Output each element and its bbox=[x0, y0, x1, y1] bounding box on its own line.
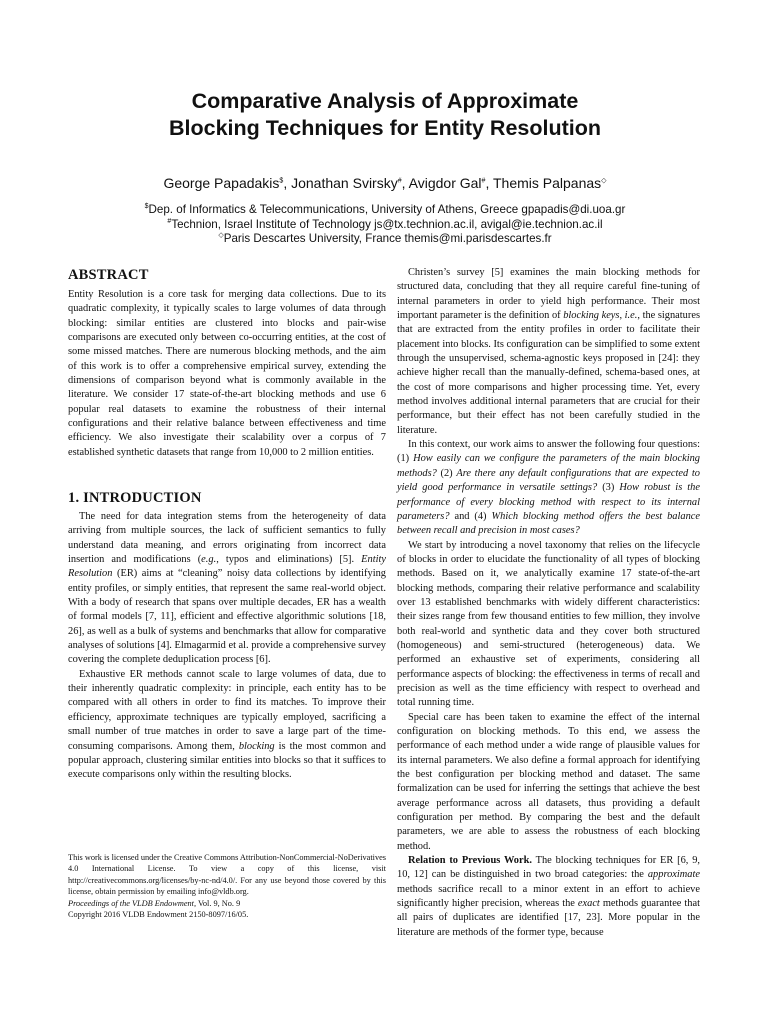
text-run: exact bbox=[577, 898, 600, 910]
proceedings-line bbox=[68, 898, 386, 909]
right-paragraph-5 bbox=[397, 854, 700, 940]
author-name: Avigdor Gal bbox=[408, 175, 482, 191]
text-run: e.g. bbox=[201, 554, 217, 566]
author-list: George Papadakis$, Jonathan Svirsky#, Avigdor Gal#, Themis Palpanas◇ bbox=[163, 175, 607, 191]
text-run: Relation to Previous Work. bbox=[408, 855, 532, 867]
text-run: , bbox=[619, 310, 625, 322]
right-paragraph-1 bbox=[397, 266, 700, 438]
text-run: Exhaustive ER methods cannot scale to large volumes of data, due to their inherently quadratic complexity: in principle, each entity has to be compared with all others in order to find its matches. To improve their efficiency, approximate techniques are typically employed, sacrificing a small number of true matches in order to save a large part of the time-consuming comparisons. Among them, bbox=[68, 668, 386, 752]
text-run: is the most common and popular approach, clustering similar entities into blocks so that it suffices to execute comparisons only within the resulting blocks. bbox=[68, 740, 386, 781]
text-run: How easily can we configure the parameters of the main blocking methods? bbox=[397, 453, 701, 479]
affiliation-list bbox=[0, 203, 770, 247]
author-mark: # bbox=[481, 177, 486, 185]
title-line-2: Blocking Techniques for Entity Resolution bbox=[168, 116, 601, 140]
author-mark: # bbox=[397, 177, 402, 185]
text-run: (ER) aims at “cleaning” noisy data collections by identifying entity profiles, or simply entities, that represent the same real-world object. With a body of research that spans over multiple decades, ER has a wealth of formal models [7, 11], efficient and effective algorithmic solutions [18, 26], as well as a bulk of systems and benchmarks that allow for comparative analyses of solutions [4]. Elmagarmid et al. provide a comprehensive survey covering the complete deduplication process [6]. bbox=[68, 568, 386, 666]
text-run: Entity Resolution bbox=[68, 554, 386, 580]
right-paragraph-3: We start by introducing a novel taxonomy that relies on the lifecycle of blocks in order to elucidate the functionality of all types of blocking methods. Based on it, we analytically examine 17 state-of-the-art blocking methods, comparing their relative performance and scalability over 13 established benchmarks with widely different characteristics: their sizes range from few thousand entities to few million, they involve both real-world and synthetic data and they cover both structured (homogeneous) and semi-structured (heterogeneous) data. We performed an exhaustive set of experiments, considering all performance aspects of blocking: the effectiveness in terms of recall and precision as well as the time efficiency with respect to overhead and total running time. bbox=[397, 539, 700, 709]
author-mark: $ bbox=[279, 177, 284, 185]
affiliation-mark: # bbox=[167, 217, 172, 225]
text-run: and (4) bbox=[449, 510, 492, 522]
affiliation-text: Technion, Israel Institute of Technology js@tx.technion.ac.il, avigal@ie.technion.ac.il bbox=[171, 217, 603, 231]
affiliation-text: Dep. of Informatics & Telecommunications, University of Athens, Greece gpapadis@di.uoa.gr bbox=[148, 203, 626, 216]
text-run: (3) bbox=[597, 482, 620, 494]
text-run: blocking bbox=[238, 740, 275, 752]
affiliation bbox=[0, 203, 770, 218]
text-run: Are there any default configurations that are expected to yield good performance in versatile settings? bbox=[397, 467, 701, 494]
copyright-line: Copyright 2016 VLDB Endowment 2150-8097/16/05. bbox=[68, 910, 249, 920]
text-run: Christen’s survey [5] examines the main blocking methods for structured data, concluding that they all require careful fine-tuning of internal parameters in order to yield high performance. Their most important parameter is the definition of bbox=[397, 267, 700, 322]
text-run: methods guarantee that all pairs of duplicates are identified [17, 23]. More popular in the literature are methods of the former type, because bbox=[397, 898, 700, 938]
intro-body bbox=[68, 510, 386, 783]
text-run: Vol. 9, No. 9 bbox=[196, 898, 241, 908]
abstract-body bbox=[68, 288, 386, 460]
license-text: This work is licensed under the Creative Commons Attribution-NonCommercial-NoDerivatives 4.0 International License. To view a copy of this license, visit http://creativecommons.org/licenses/by-nc-nd/4.0/. For any use beyond those covered by this license, obtain permission by emailing info@vldb.org. bbox=[68, 853, 386, 897]
author-name: George Papadakis bbox=[163, 175, 280, 191]
text-run: Proceedings of the VLDB Endowment, bbox=[68, 898, 197, 908]
affiliation-text: Paris Descartes University, France themis@mi.parisdescartes.fr bbox=[223, 232, 552, 245]
intro-heading: 1. INTRODUCTION bbox=[68, 490, 202, 506]
text-run: , typos and eliminations) [5]. bbox=[216, 554, 362, 566]
abstract-heading: ABSTRACT bbox=[68, 267, 149, 283]
text-run: The need for data integration stems from the heterogeneity of data arriving from multiple sources, the lack of sufficient semantics to fully understand data meaning, and errors originating from incorrect data insertion and modifications ( bbox=[68, 511, 386, 566]
text-run: How robust is the performance of every blocking method with respect to its internal parameters? bbox=[397, 482, 700, 522]
text-run: , the signatures that are extracted from the entity profiles in order to facilitate their placement into blocks. Its configuration can be simplified to some extent through the unsupervised, schema-agnostic keys proposed in [24]: they achieve higher recall than the manually-defined, schema-based ones, at the cost of more comparisons and higher processing time. Yet, every method involves additional internal parameters that are crucial for their performance, but their effect has not been carefully studied in the literature. bbox=[397, 310, 700, 436]
right-paragraph-4: Special care has been taken to examine the effect of the internal configuration on blocking methods. To this end, we assess the performance of each method under a wide range of plausible values for its internal parameters. We also define a formal approach for identifying the best configuration per blocking method and dataset. The same formalization can be used for inferring the settings that achieve the best average performance across all datasets, thus providing a default configuration per method. By comparing the best and the default parameters, we are able to assess the robustness of each blocking method. bbox=[397, 711, 700, 852]
abstract-text: Entity Resolution is a core task for merging data collections. Due to its quadratic complexity, it typically scales to large volumes of data through blocking: similar entities are clustered into blocks and pair-wise comparisons are executed only between co-occurring entities, at the cost of some missed matches. There are numerous blocking methods, and the aim of this work is to offer a comprehensive empirical survey, extending the dimensions of comparison beyond what is commonly available in the literature. We consider 17 state-of-the-art blocking methods and use 6 popular real datasets to examine the robustness of their internal configurations and their relative balance between effectiveness and time efficiency. We also investigate their scalability over a corpus of 7 established synthetic datasets that range from 10,000 to 2 million entities. bbox=[68, 289, 386, 458]
text-run: (2) bbox=[436, 467, 457, 479]
affiliation-mark: $ bbox=[144, 203, 149, 211]
intro-paragraph-1 bbox=[68, 510, 386, 668]
license-footnote bbox=[68, 852, 386, 920]
text-run: Which blocking method offers the best balance between recall and precision in most cases? bbox=[397, 510, 700, 537]
text-run: In this context, our work aims to answer the following four questions: (1) bbox=[397, 439, 700, 465]
right-paragraph-2 bbox=[397, 438, 700, 538]
intro-paragraph-2 bbox=[68, 668, 386, 783]
text-run: methods sacrifice recall to a minor extent in an effort to achieve significantly higher precision, whereas the bbox=[397, 883, 700, 910]
intro-heading-wrap bbox=[68, 489, 202, 507]
author-name: Themis Palpanas bbox=[492, 175, 602, 191]
title-line-1: Comparative Analysis of Approximate bbox=[191, 89, 579, 113]
text-run: blocking keys bbox=[563, 310, 620, 322]
paper-title bbox=[0, 88, 770, 142]
text-run: approximate bbox=[647, 869, 700, 881]
author-mark: ◇ bbox=[601, 177, 607, 185]
affiliation bbox=[0, 218, 770, 233]
affiliation bbox=[0, 232, 770, 247]
author-name: Jonathan Svirsky bbox=[291, 175, 398, 191]
abstract-heading-wrap bbox=[68, 266, 149, 284]
right-column-body bbox=[397, 266, 700, 940]
text-run: The blocking techniques for ER [6, 9, 10, 12] can be distinguished in two broad categories: the bbox=[397, 855, 700, 881]
text-run: i.e. bbox=[624, 310, 638, 322]
affiliation-mark: ◇ bbox=[218, 232, 224, 240]
